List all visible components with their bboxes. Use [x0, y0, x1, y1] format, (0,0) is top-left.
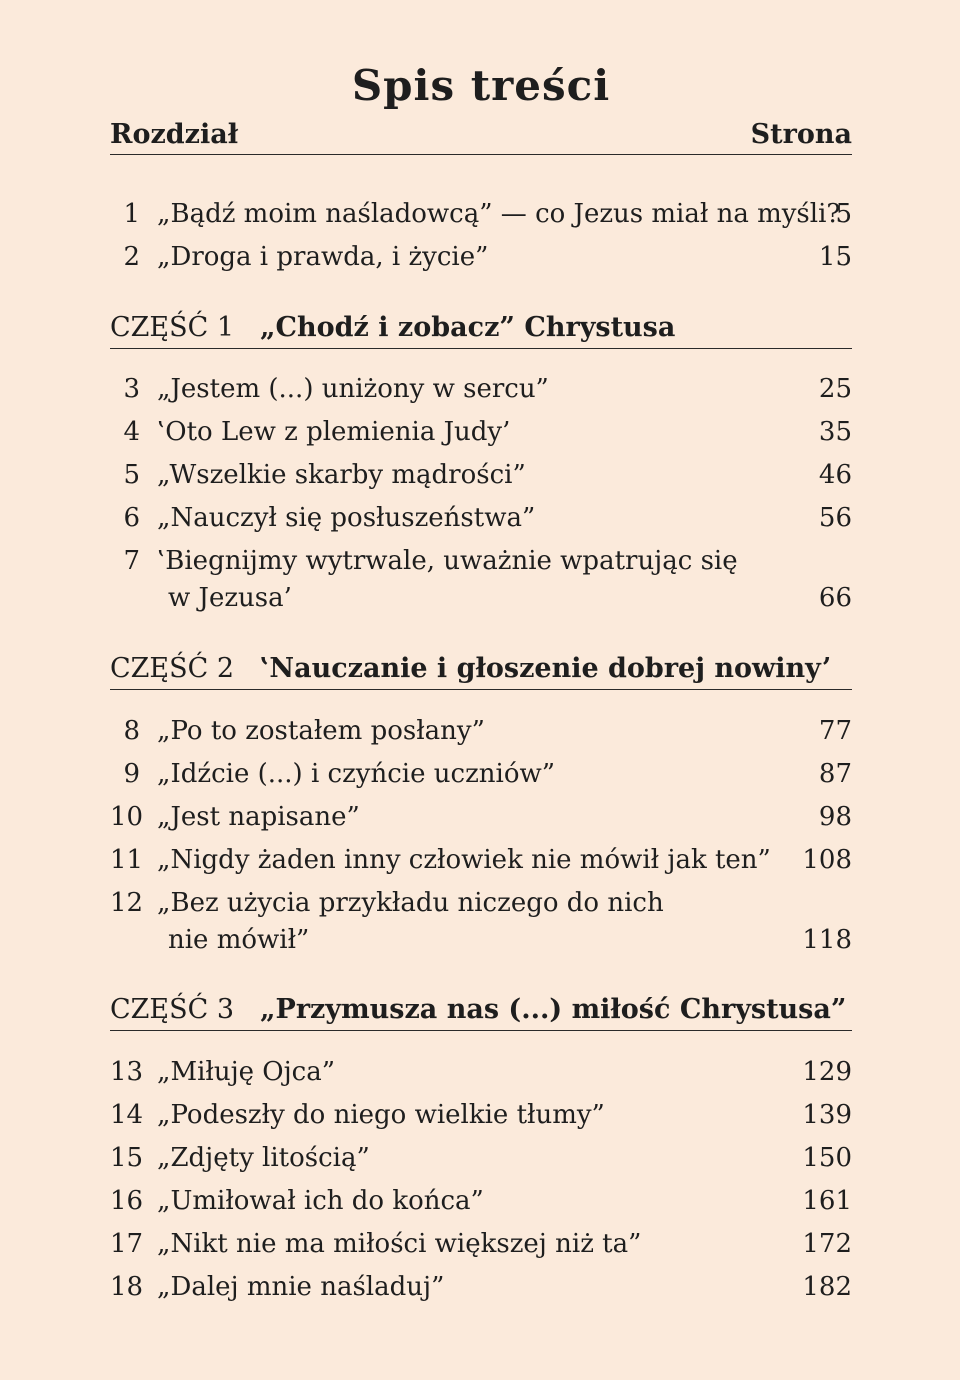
chapter-title: „Nikt nie ma miłości większej niż ta”	[157, 1229, 642, 1259]
page-number: 5	[835, 199, 852, 229]
chapter-number: 2	[123, 242, 140, 272]
chapter-title: „Nauczył się posłuszeństwa”	[157, 503, 536, 533]
chapter-title: „Nigdy żaden inny człowiek nie mówił jak ten”	[157, 845, 771, 875]
page-number: 172	[802, 1229, 852, 1259]
chapter-title: „Idźcie (...) i czyńcie uczniów”	[157, 759, 556, 789]
chapter-number: 5	[123, 460, 140, 490]
page-number: 87	[818, 759, 852, 789]
chapter-title: „Podeszły do niego wielkie tłumy”	[157, 1100, 605, 1130]
part-label: CZĘŚĆ 1	[110, 312, 235, 343]
chapter-number: 9	[123, 759, 140, 789]
page-number: 139	[802, 1100, 852, 1130]
chapter-number: 13	[110, 1057, 144, 1087]
part-heading	[110, 308, 852, 349]
part-heading	[110, 649, 852, 690]
page-number: 118	[802, 925, 852, 955]
chapter-number: 18	[110, 1272, 144, 1302]
chapter-number: 11	[110, 845, 144, 875]
chapter-title: „Po to zostałem posłany”	[157, 716, 485, 746]
chapter-title: „Jestem (...) uniżony w sercu”	[157, 374, 549, 404]
chapter-title: „Droga i prawda, i życie”	[157, 242, 489, 272]
chapter-number: 8	[123, 716, 140, 746]
chapter-title: ‛Oto Lew z plemienia Judy’	[157, 417, 511, 447]
part-title: ‛Nauczanie i głoszenie dobrej nowiny’	[260, 653, 832, 684]
chapter-title: „Zdjęty litością”	[157, 1143, 370, 1173]
part-heading	[110, 990, 852, 1031]
page-number: 98	[818, 802, 852, 832]
page-number: 25	[818, 374, 852, 404]
column-header	[110, 116, 852, 155]
chapter-number: 12	[110, 888, 144, 918]
chapter-title: „Jest napisane”	[157, 802, 360, 832]
page-number: 129	[802, 1057, 852, 1087]
chapter-title: „Bądź moim naśladowcą” — co Jezus miał na myśli?	[157, 199, 841, 229]
chapter-number: 15	[110, 1143, 144, 1173]
page-number: 108	[802, 845, 852, 875]
page-number: 161	[802, 1186, 852, 1216]
chapter-title: „Umiłował ich do końca”	[157, 1186, 484, 1216]
chapter-column-label: Rozdział	[110, 119, 239, 150]
page-title: Spis treści	[351, 61, 611, 110]
page-number: 150	[802, 1143, 852, 1173]
chapter-title: ‛Biegnijmy wytrwale, uważnie wpatrując się	[157, 546, 738, 576]
chapter-title: „Dalej mnie naśladuj”	[157, 1272, 445, 1302]
chapter-title-continuation: nie mówił”	[168, 925, 310, 955]
chapter-number: 16	[110, 1186, 144, 1216]
chapter-number: 6	[123, 503, 140, 533]
chapter-number: 4	[123, 417, 140, 447]
part-title: „Przymusza nas (...) miłość Chrystusa”	[260, 994, 847, 1025]
chapter-title: „Bez użycia przykładu niczego do nich	[157, 888, 664, 918]
chapter-title: „Wszelkie skarby mądrości”	[157, 460, 526, 490]
chapter-number: 17	[110, 1229, 144, 1259]
chapter-number: 10	[110, 802, 144, 832]
chapter-title: „Miłuję Ojca”	[157, 1057, 336, 1087]
part-title: „Chodź i zobacz” Chrystusa	[260, 312, 676, 343]
page-number: 77	[818, 716, 852, 746]
page-column-label: Strona	[750, 119, 852, 150]
page-number: 182	[802, 1272, 852, 1302]
chapter-number: 1	[123, 199, 140, 229]
chapter-title-continuation: w Jezusa’	[168, 583, 292, 613]
page-number: 35	[818, 417, 852, 447]
page-number: 15	[818, 242, 852, 272]
page-number: 56	[818, 503, 852, 533]
part-label: CZĘŚĆ 2	[110, 653, 235, 684]
page-number: 46	[818, 460, 852, 490]
part-label: CZĘŚĆ 3	[110, 994, 235, 1025]
page-number: 66	[818, 583, 852, 613]
chapter-number: 14	[110, 1100, 144, 1130]
chapter-number: 7	[123, 546, 140, 576]
chapter-number: 3	[123, 374, 140, 404]
